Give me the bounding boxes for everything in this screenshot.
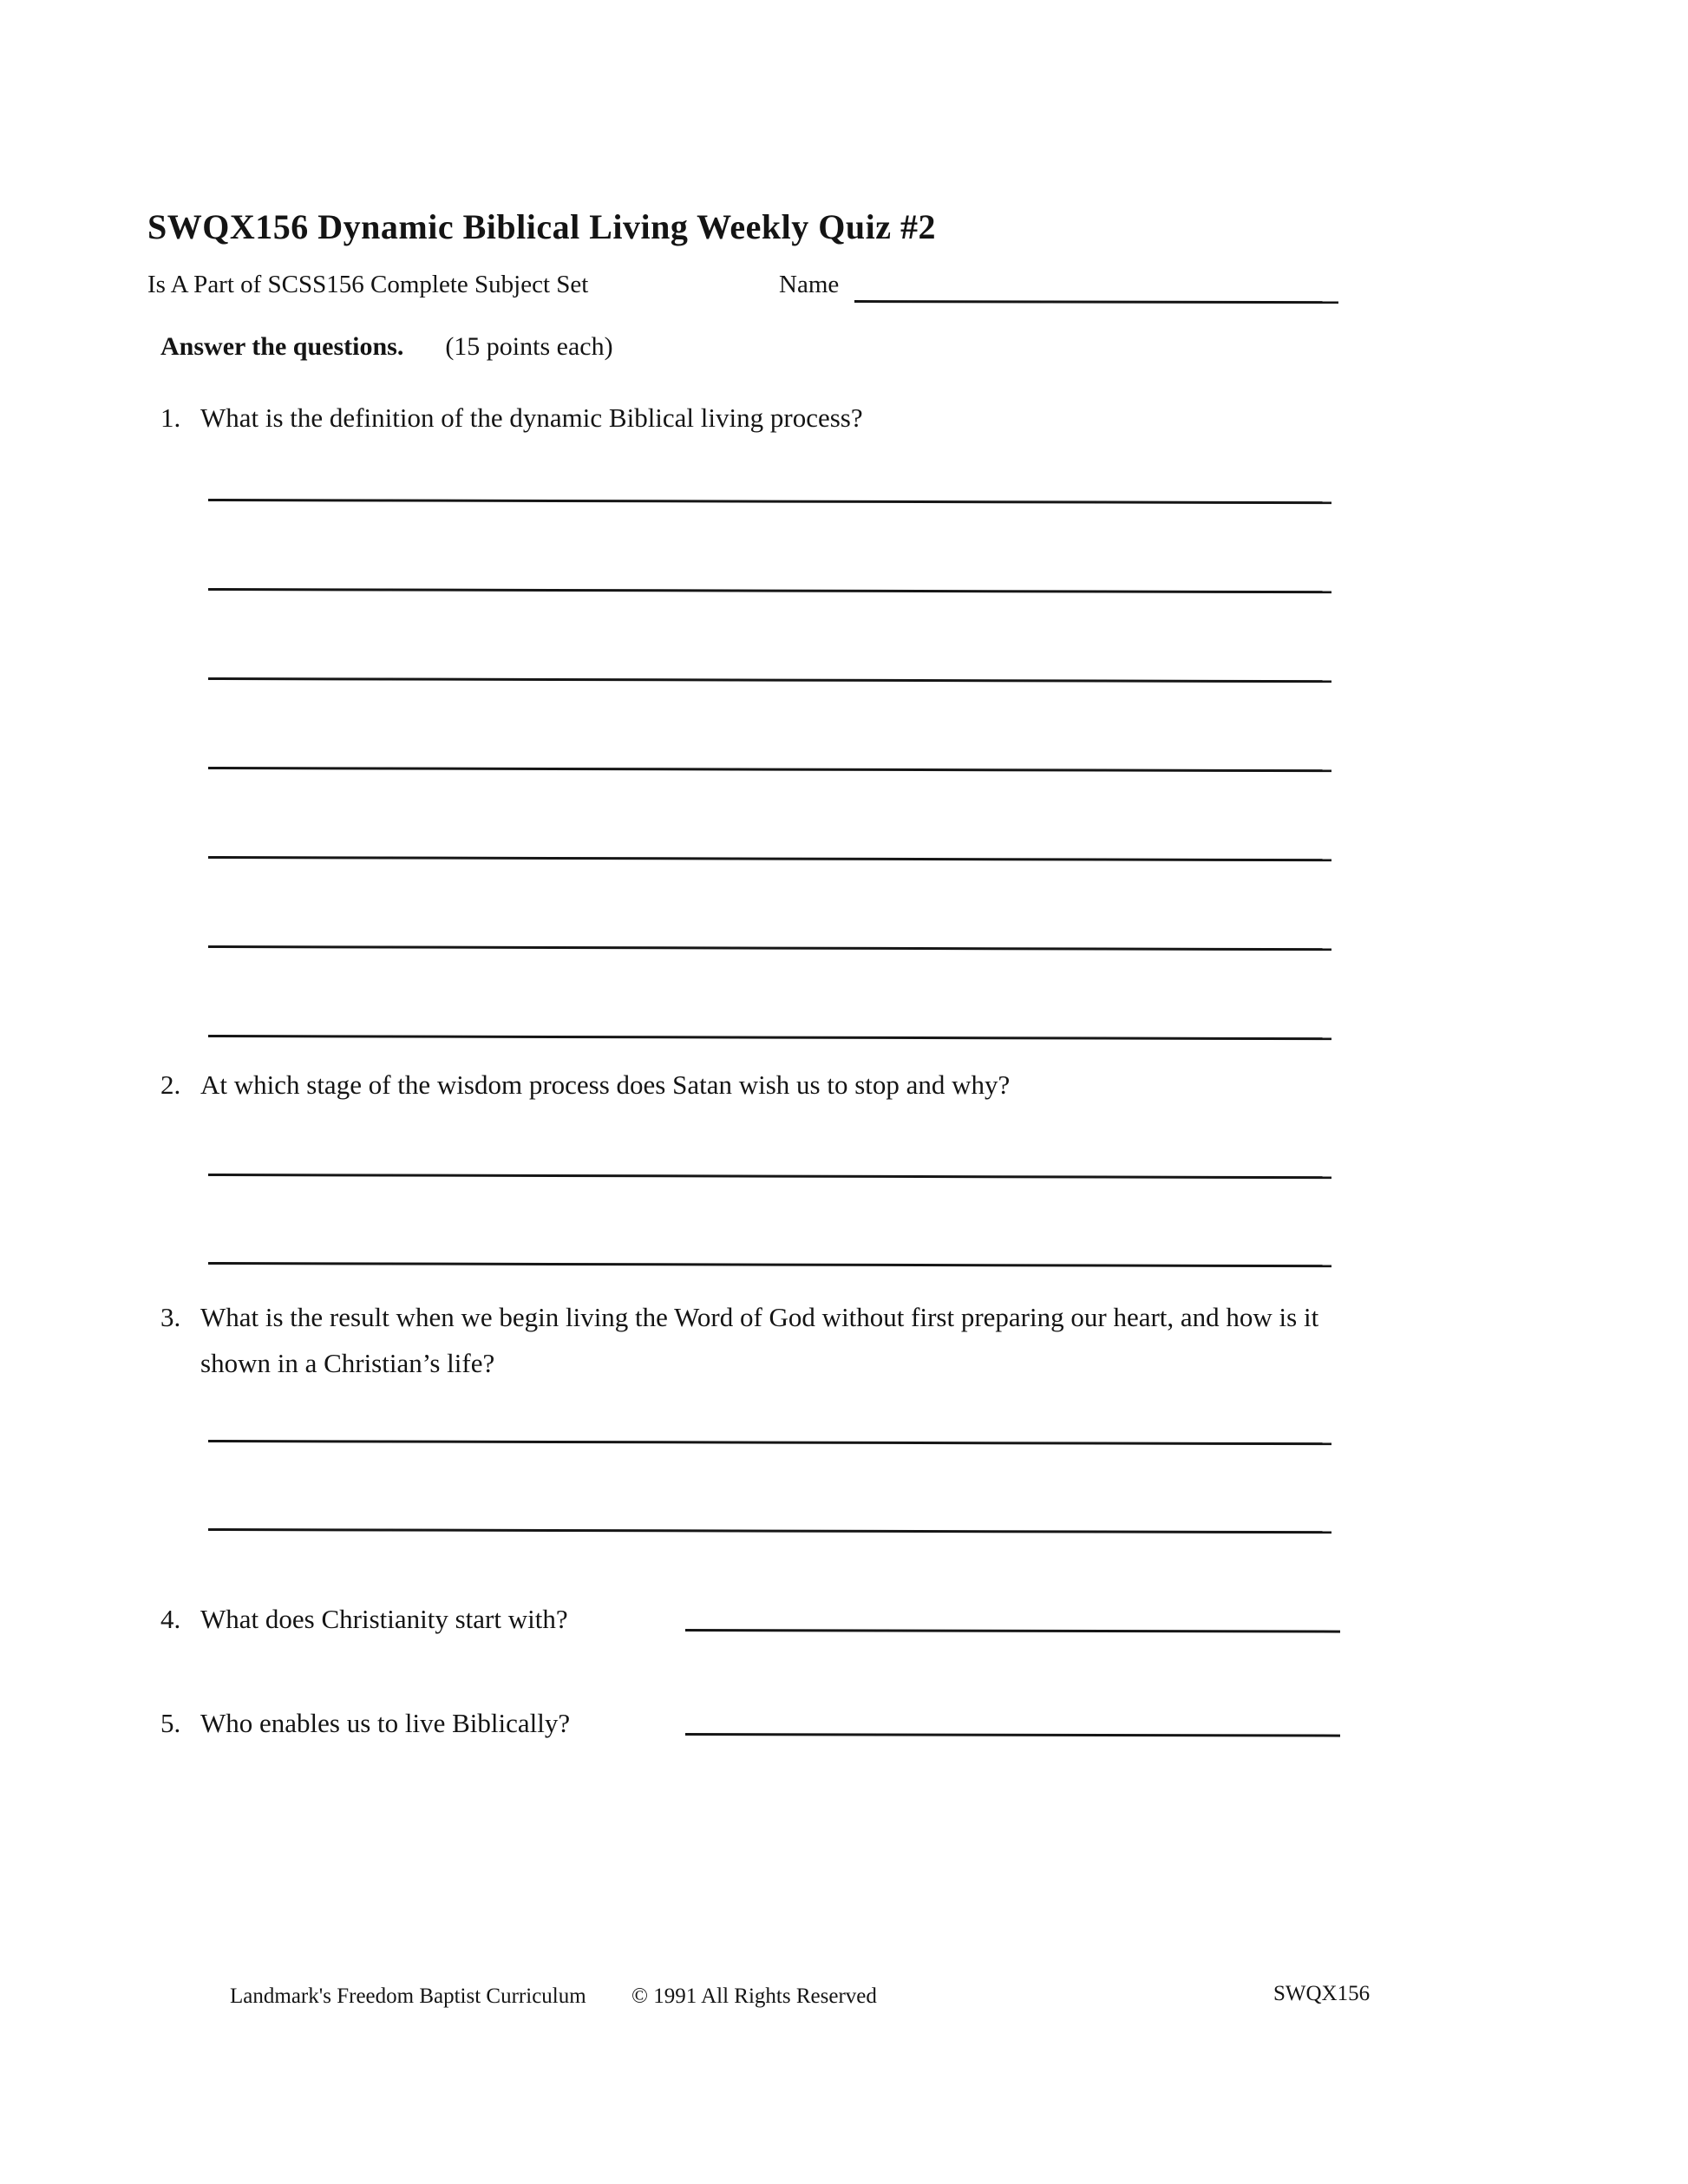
points-text: (15 points each) (445, 332, 613, 361)
question-4-text: What does Christianity start with? (200, 1604, 568, 1634)
name-label: Name (779, 271, 840, 298)
question-4 (160, 1596, 568, 1642)
question-4-number: 4. (160, 1604, 181, 1634)
question-1-text: What is the definition of the dynamic Biblical living process? (200, 402, 863, 433)
answer-line-q1-1[interactable] (208, 499, 1331, 504)
question-2-text: At which stage of the wisdom process does Satan wish us to stop and why? (200, 1069, 1011, 1100)
question-2-number: 2. (160, 1069, 181, 1100)
question-1-number: 1. (160, 402, 181, 433)
footer-copyright: © 1991 All Rights Reserved (631, 1985, 877, 2008)
question-2 (160, 1062, 1010, 1108)
answer-line-q5[interactable] (685, 1733, 1340, 1737)
answer-line-q3-2[interactable] (208, 1528, 1331, 1533)
answer-line-q2-2[interactable] (208, 1262, 1331, 1267)
question-3-text: What is the result when we begin living the Word of God without first preparing our heart, and how is it shown in a Christian’s life? (200, 1302, 1319, 1378)
answer-line-q1-4[interactable] (208, 767, 1331, 772)
question-3-number: 3. (160, 1302, 181, 1332)
answer-line-q1-3[interactable] (208, 677, 1331, 683)
question-5-number: 5. (160, 1708, 181, 1738)
question-5-text: Who enables us to live Biblically? (200, 1708, 571, 1738)
answer-line-q2-1[interactable] (208, 1174, 1331, 1179)
answer-line-q4[interactable] (685, 1629, 1340, 1633)
subtitle: Is A Part of SCSS156 Complete Subject Set (147, 271, 589, 298)
answer-line-q1-2[interactable] (208, 588, 1331, 593)
answer-line-q3-1[interactable] (208, 1440, 1331, 1445)
question-5 (160, 1700, 570, 1746)
page-title: SWQX156 Dynamic Biblical Living Weekly Quiz #2 (147, 207, 937, 246)
instruction-text: Answer the questions. (160, 332, 404, 361)
answer-line-q1-6[interactable] (208, 945, 1331, 951)
footer-product-code: SWQX156 (1273, 1982, 1371, 2005)
answer-line-q1-5[interactable] (208, 856, 1331, 861)
footer-publisher: Landmark's Freedom Baptist Curriculum (230, 1985, 586, 2008)
name-input-line[interactable] (854, 300, 1338, 304)
instructions (160, 332, 613, 362)
question-3 (160, 1294, 1354, 1386)
answer-line-q1-7[interactable] (208, 1035, 1331, 1040)
question-1 (160, 395, 863, 441)
